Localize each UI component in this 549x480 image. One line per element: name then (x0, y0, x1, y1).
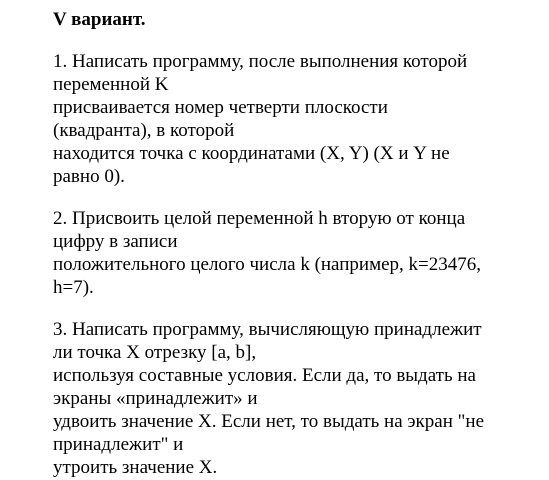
task-3-line-5: удвоить значение X. Если нет, то выдать на экран "не (53, 411, 484, 432)
task-2-line-3: положительного целого числа k (например, k=23476, (53, 254, 482, 275)
task-1-line-6: равно 0). (53, 166, 125, 187)
task-3-line-6: принадлежит" и (53, 434, 184, 455)
task-3-line-2: ли точка X отрезку [a, b], (53, 342, 257, 363)
task-1-line-3: присваивается номер четверти плоскости (53, 97, 388, 118)
task-1-line-2: переменной K (53, 74, 169, 95)
task-3-line-1: 3. Написать программу, вычисляющую принадлежит (53, 319, 482, 340)
task-2-line-4: h=7). (53, 277, 94, 298)
task-2-line-1: 2. Присвоить целой переменной h вторую от конца (53, 208, 466, 229)
task-3-line-7: утроить значение X. (53, 457, 218, 478)
variant-title: V вариант. (53, 9, 146, 30)
task-2-line-2: цифру в записи (53, 231, 178, 252)
task-1-line-4: (квадранта), в которой (53, 120, 235, 141)
task-3-line-4: экраны «принадлежит» и (53, 388, 258, 409)
task-1-line-5: находится точка с координатами (X, Y) (X и Y не (53, 143, 450, 164)
task-3-line-3: используя составные условия. Если да, то выдать на (53, 365, 476, 386)
task-1-line-1: 1. Написать программу, после выполнения которой (53, 51, 468, 72)
